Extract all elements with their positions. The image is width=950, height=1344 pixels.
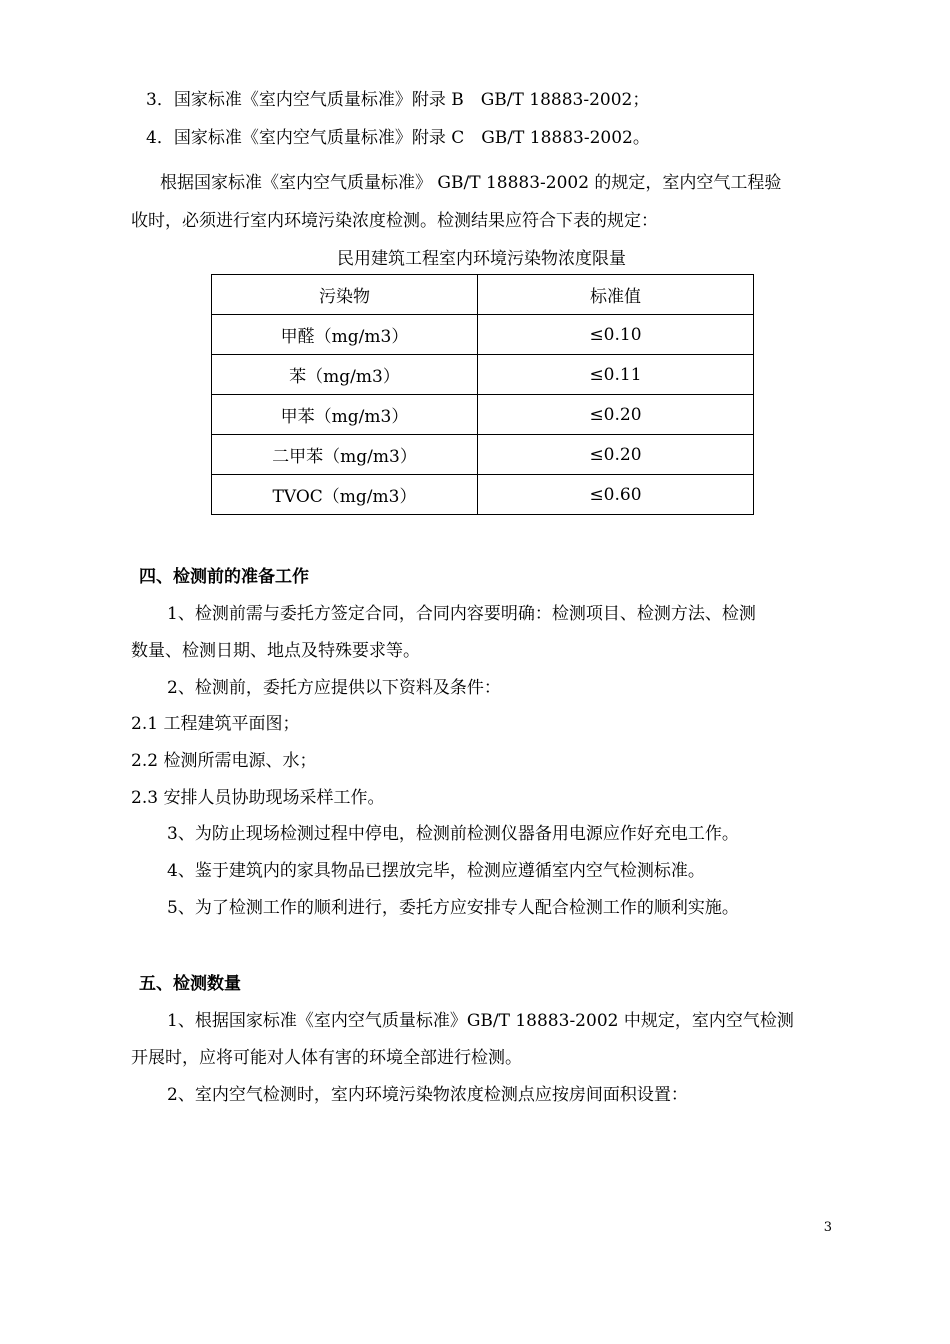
section-4-paragraph-1-line-2: 数量、检测日期、地点及特殊要求等。	[131, 641, 420, 661]
page-number: 3	[823, 1220, 832, 1235]
pollutant-cell: TVOC（mg/m3）	[212, 475, 478, 515]
value-cell: ≤0.11	[478, 355, 754, 395]
section-5-paragraph-2: 2、室内空气检测时，室内环境污染物浓度检测点应按房间面积设置：	[167, 1085, 688, 1105]
section-4-paragraph-5: 5、为了检测工作的顺利进行，委托方应安排专人配合检测工作的顺利实施。	[167, 898, 739, 918]
pollutant-cell: 甲苯（mg/m3）	[212, 395, 478, 435]
section-4-paragraph-2: 2、检测前，委托方应提供以下资料及条件：	[167, 678, 501, 698]
section-4-paragraph-4: 4、鉴于建筑内的家具物品已摆放完毕，检测应遵循室内空气检测标准。	[167, 861, 705, 881]
value-cell: ≤0.10	[478, 315, 754, 355]
table-row	[212, 435, 754, 475]
table-header-row	[212, 275, 754, 315]
header-pollutant: 污染物	[212, 275, 478, 315]
intro-paragraph-line-1: 根据国家标准《室内空气质量标准》 GB/T 18883-2002 的规定，室内空气工程验	[160, 173, 782, 193]
reference-item-3: 3．国家标准《室内空气质量标准》附录 B GB/T 18883-2002；	[146, 90, 650, 110]
intro-paragraph-line-2: 收时，必须进行室内环境污染浓度检测。检测结果应符合下表的规定：	[131, 211, 658, 231]
pollutant-cell: 二甲苯（mg/m3）	[212, 435, 478, 475]
list-item: 2.2 检测所需电源、水；	[131, 751, 317, 771]
section-4-heading: 四、检测前的准备工作	[139, 567, 309, 587]
table-caption: 民用建筑工程室内环境污染物浓度限量	[337, 249, 626, 269]
list-item: 2.3 安排人员协助现场采样工作。	[131, 788, 385, 808]
value-cell: ≤0.60	[478, 475, 754, 515]
section-4-paragraph-3: 3、为防止现场检测过程中停电，检测前检测仪器备用电源应作好充电工作。	[167, 824, 739, 844]
table-row	[212, 475, 754, 515]
section-5-heading: 五、检测数量	[139, 974, 241, 994]
header-standard-value: 标准值	[478, 275, 754, 315]
pollutant-cell: 苯（mg/m3）	[212, 355, 478, 395]
table-row	[212, 355, 754, 395]
section-4-paragraph-1-line-1: 1、检测前需与委托方签定合同，合同内容要明确：检测项目、检测方法、检测	[167, 604, 756, 624]
reference-item-4: 4．国家标准《室内空气质量标准》附录 C GB/T 18883-2002。	[146, 128, 650, 148]
value-cell: ≤0.20	[478, 395, 754, 435]
section-5-paragraph-1-line-2: 开展时，应将可能对人体有害的环境全部进行检测。	[131, 1048, 522, 1068]
pollutant-cell: 甲醛（mg/m3）	[212, 315, 478, 355]
table-row	[212, 395, 754, 435]
value-cell: ≤0.20	[478, 435, 754, 475]
list-item: 2.1 工程建筑平面图；	[131, 714, 300, 734]
section-5-paragraph-1-line-1: 1、根据国家标准《室内空气质量标准》GB/T 18883-2002 中规定，室内空气检测	[167, 1011, 794, 1031]
pollutant-limits-table	[211, 274, 754, 515]
table-row	[212, 315, 754, 355]
